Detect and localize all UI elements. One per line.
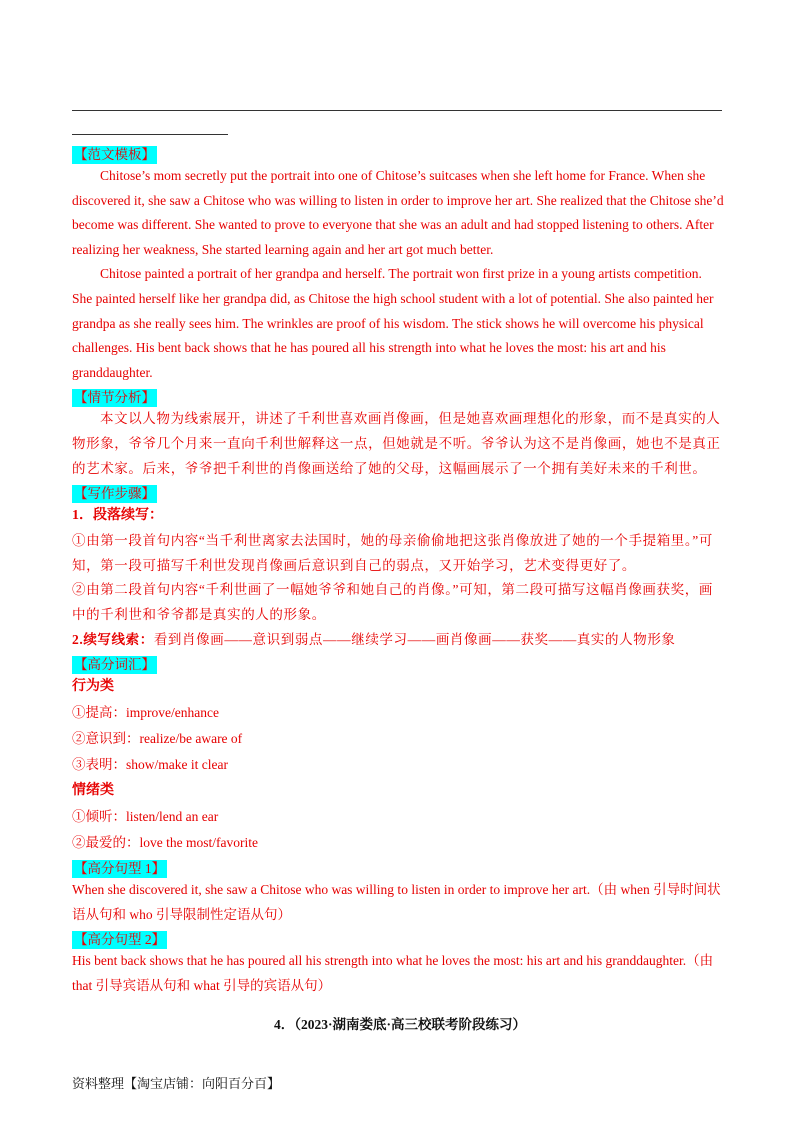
- tag-plot-analysis: 【情节分析】: [74, 390, 155, 406]
- plot-analysis-text: 本文以人物为线索展开，讲述了千利世喜欢画肖像画，但是她喜欢画理想化的形象，而不是真实的人物形象，爷爷几个月来一直向千利世解释这一点，但她就是不听。爷爷认为这不是肖像画，她也不是真正的艺术家。后来，爷爷把千利世的肖像画送给了她的父母，这幅画展示了一个拥有美好未来的千利世。: [72, 411, 721, 476]
- vocab-item: ①倾听：listen/lend an ear: [72, 809, 219, 825]
- tag-sentence-pattern-1: 【高分句型 1】: [74, 861, 166, 877]
- vocab-category-action: 行为类: [72, 679, 114, 695]
- document-body: [72, 142, 724, 998]
- step1-point-a: ①由第一段首句内容“当千利世离家去法国时，她的母亲偷偷地把这张肖像放进了她的一个手提箱里。”可知，第一段可描写千利世发现肖像画后意识到自己的弱点，又开始学习，艺术变得更好了。: [72, 533, 713, 573]
- tag-sentence-pattern-2: 【高分句型 2】: [74, 932, 166, 948]
- tag-writing-steps: 【写作步骤】: [74, 486, 155, 502]
- sentence-pattern-2-text: His bent back shows that he has poured all his strength into what he loves the most: his art and his granddaughter.（由 that 引导宾语从句和 what 引导的宾语从句）: [72, 953, 714, 993]
- vocab-category-emotion: 情绪类: [72, 783, 114, 799]
- vocab-item: ③表明：show/make it clear: [72, 757, 228, 773]
- step2-text: 看到肖像画——意识到弱点——继续学习——画肖像画——获奖——真实的人物形象: [153, 631, 676, 647]
- tag-model-essay: 【范文模板】: [74, 147, 155, 162]
- step1-point-b: ②由第二段首句内容“千利世画了一幅她爷爷和她自己的肖像。”可知，第二段可描写这幅肖像画获奖，画中的千利世和爷爷都是真实的人的形象。: [72, 582, 713, 622]
- step1-heading: 1．段落续写：: [72, 508, 163, 524]
- sentence-pattern-1-text: When she discovered it, she saw a Chitose who was willing to listen in order to improve her art.（由 when 引导时间状语从句和 who 引导限制性定语从句）: [72, 882, 721, 922]
- vocab-item: ②最爱的：love the most/favorite: [72, 835, 258, 851]
- top-rule: [72, 110, 722, 111]
- vocab-item: ②意识到：realize/be aware of: [72, 731, 243, 747]
- step2-line: [72, 628, 724, 653]
- tag-vocabulary: 【高分词汇】: [74, 657, 155, 673]
- short-rule: [72, 134, 228, 135]
- model-paragraph-1: Chitose’s mom secretly put the portrait into one of Chitose’s suitcases when she left home for France. When she discovered it, she saw a Chitose who was willing to listen in order to improve her art. She realized that the Chitose she’d become was different. She wanted to prove to everyone that she was an adult and had stopped listening to others. After realizing her weakness, She started learning again and her art got much better.: [72, 168, 724, 257]
- model-paragraph-2: Chitose painted a portrait of her grandpa and herself. The portrait won first prize in a young artists competition. She painted herself like her grandpa did, as Chitose the high school student with a lot of potential. She also painted her grandpa as she really sees him. The wrinkles are proof of his wisdom. The stick shows he will overcome his physical challenges. His bent back shows that he has poured all his strength into what he loves the most: his art and his granddaughter.: [72, 266, 714, 380]
- vocab-item: ①提高：improve/enhance: [72, 705, 219, 721]
- question-title: 4．（2023·湖南娄底·高三校联考阶段练习）: [273, 1017, 526, 1032]
- page-footer: 资料整理【淘宝店铺：向阳百分百】: [72, 1076, 281, 1091]
- step2-label: 2.续写线索：: [72, 631, 154, 647]
